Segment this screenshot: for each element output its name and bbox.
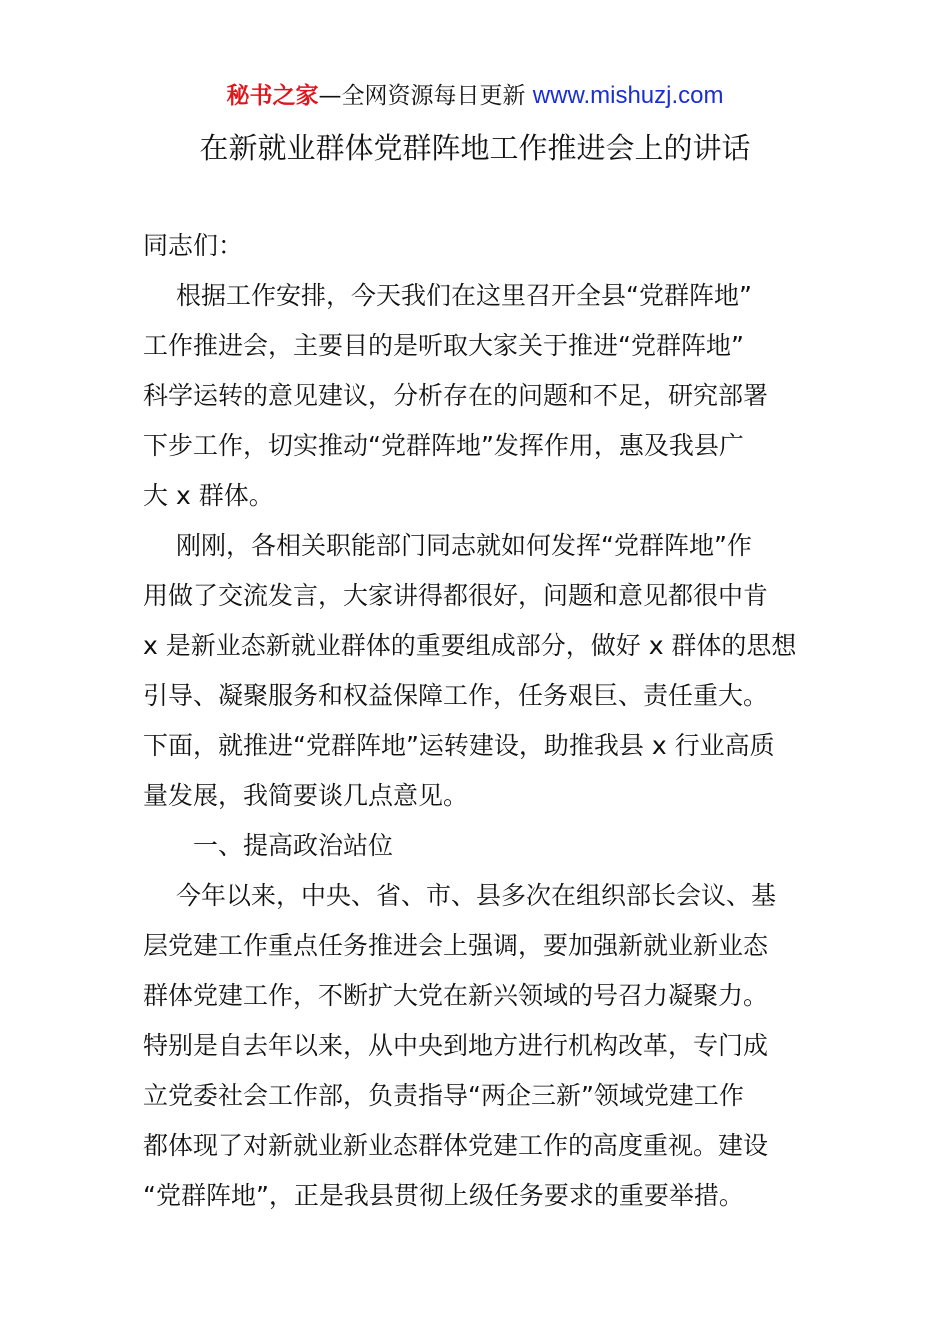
paragraph-line: 引导、凝聚服务和权益保障工作，任务艰巨、责任重大。 — [143, 681, 769, 710]
paragraph-line: 大 x 群体。 — [143, 481, 274, 510]
document-title: 在新就业群体党群阵地工作推进会上的讲话 — [199, 131, 751, 165]
paragraph-line: 用做了交流发言，大家讲得都很好，问题和意见都很中肯 — [143, 581, 769, 610]
paragraph-line: 刚刚，各相关职能部门同志就如何发挥“党群阵地”作 — [176, 531, 752, 560]
section-heading: 一、提高政治站位 — [193, 831, 394, 860]
paragraph-line: 科学运转的意见建议，分析存在的问题和不足，研究部署 — [143, 381, 769, 410]
paragraph-line: 都体现了对新就业新业态群体党建工作的高度重视。建设 — [143, 1131, 769, 1160]
paragraph-line: 工作推进会，主要目的是听取大家关于推进“党群阵地” — [143, 331, 744, 360]
paragraph-line: 特别是自去年以来，从中央到地方进行机构改革，专门成 — [143, 1031, 769, 1060]
paragraph-line: 层党建工作重点任务推进会上强调，要加强新就业新业态 — [143, 931, 769, 960]
paragraph-line: 今年以来，中央、省、市、县多次在组织部长会议、基 — [176, 881, 777, 910]
paragraph-line: 根据工作安排，今天我们在这里召开全县“党群阵地” — [176, 281, 752, 310]
paragraph-line: 群体党建工作，不断扩大党在新兴领域的号召力凝聚力。 — [143, 981, 769, 1010]
paragraph-line: “党群阵地”，正是我县贯彻上级任务要求的重要举措。 — [143, 1181, 744, 1210]
paragraph-line: x 是新业态新就业群体的重要组成部分，做好 x 群体的思想 — [143, 631, 797, 660]
site-tagline: —全网资源每日更新 — [318, 83, 533, 109]
paragraph-line: 下步工作，切实推动“党群阵地”发挥作用，惠及我县广 — [143, 431, 744, 460]
salutation: 同志们： — [143, 231, 244, 260]
site-header — [0, 80, 950, 112]
site-url-link[interactable]: www.mishuzj.com — [532, 82, 724, 109]
site-brand: 秘书之家 — [226, 83, 319, 109]
paragraph-line: 立党委社会工作部，负责指导“两企三新”领域党建工作 — [143, 1081, 744, 1110]
paragraph-line: 下面，就推进“党群阵地”运转建设，助推我县 x 行业高质 — [143, 731, 775, 760]
paragraph-line: 量发展，我简要谈几点意见。 — [143, 781, 469, 810]
